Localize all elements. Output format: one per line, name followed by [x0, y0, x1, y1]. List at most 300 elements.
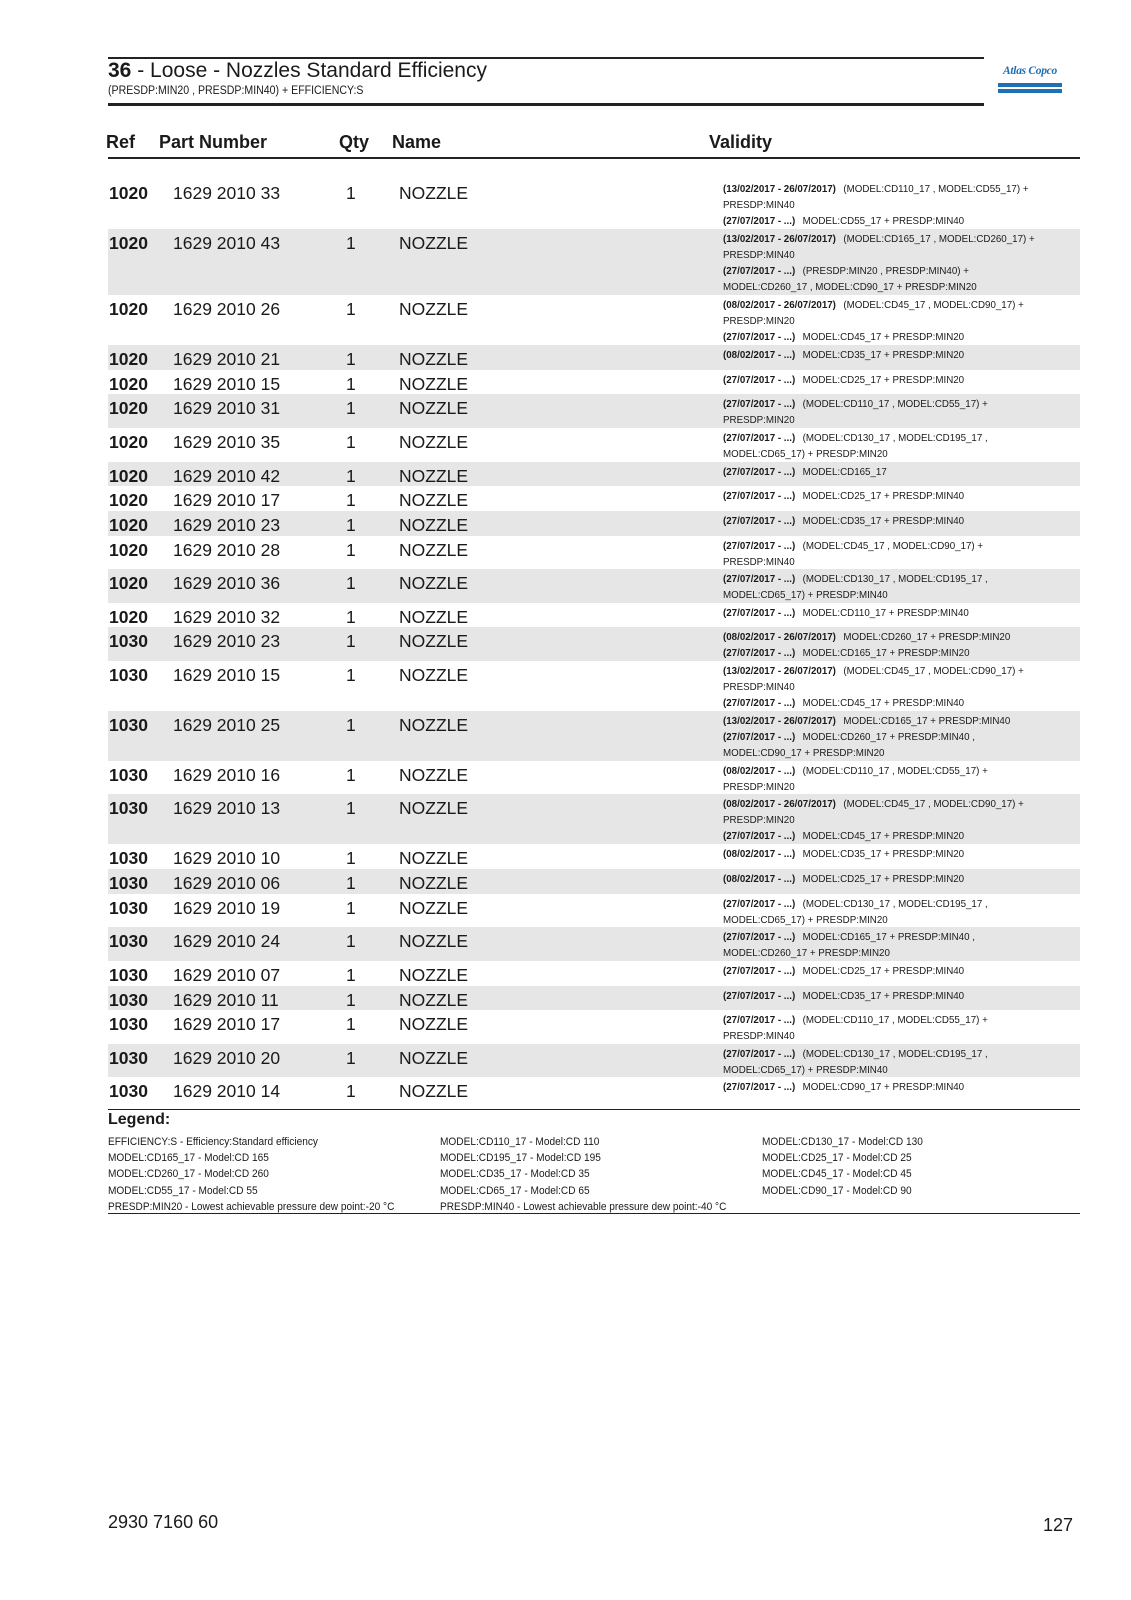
validity-date: (08/02/2017 - 26/07/2017) [723, 798, 836, 811]
validity-date: (27/07/2017 - ...) [723, 539, 796, 552]
qty-cell: 1 [346, 1047, 356, 1068]
part-number-cell: 1629 2010 35 [173, 431, 281, 452]
validity-line [723, 396, 1049, 412]
ref-cell: 1030 [109, 665, 148, 686]
validity-text: MODEL:CD35_17 + PRESDP:MIN40 [802, 514, 965, 527]
validity-text: PRESDP:MIN40 [723, 681, 795, 694]
validity-cell [723, 538, 1049, 570]
table-row [108, 844, 1080, 869]
name-cell: NOZZLE [399, 1047, 469, 1068]
validity-line [723, 912, 1049, 928]
validity-text: PRESDP:MIN40 [723, 248, 795, 261]
validity-cell [723, 846, 1049, 862]
name-cell: NOZZLE [399, 183, 469, 203]
table-row [108, 462, 1080, 487]
qty-cell: 1 [346, 931, 356, 952]
validity-cell [723, 231, 1049, 295]
legend-item: MODEL:CD65_17 - Model:CD 65 [440, 1184, 590, 1197]
validity-text: PRESDP:MIN40 [723, 555, 795, 568]
table-row [108, 711, 1080, 761]
validity-line [723, 629, 1049, 645]
validity-line [723, 263, 1049, 279]
validity-date: (27/07/2017 - ...) [723, 830, 796, 843]
legend-item: PRESDP:MIN20 - Lowest achievable pressure dew point:-20 °C [108, 1200, 395, 1213]
table-row [108, 661, 1080, 711]
validity-date: (27/07/2017 - ...) [723, 1014, 796, 1027]
validity-text: (MODEL:CD130_17 , MODEL:CD195_17 , [802, 1047, 988, 1060]
validity-line [723, 605, 1049, 621]
table-row [108, 295, 1080, 345]
name-cell: NOZZLE [399, 764, 469, 785]
validity-date: (13/02/2017 - 26/07/2017) [723, 232, 836, 245]
validity-text: (MODEL:CD45_17 , MODEL:CD90_17) + [843, 665, 1024, 678]
name-cell: NOZZLE [399, 631, 469, 652]
validity-text: MODEL:CD165_17 + PRESDP:MIN40 , [802, 931, 975, 944]
validity-line [723, 1028, 1049, 1044]
name-cell: NOZZLE [399, 848, 469, 869]
validity-date: (08/02/2017 - ...) [723, 348, 796, 361]
table-row [108, 894, 1080, 928]
validity-text: MODEL:CD65_17) + PRESDP:MIN20 [723, 447, 888, 460]
part-number-cell: 1629 2010 17 [173, 490, 281, 511]
legend-item: MODEL:CD90_17 - Model:CD 90 [762, 1184, 912, 1197]
ref-cell: 1020 [109, 183, 148, 203]
qty-cell: 1 [346, 183, 356, 203]
validity-cell [723, 713, 1049, 761]
name-cell: NOZZLE [399, 490, 469, 511]
validity-cell [723, 1079, 1049, 1095]
validity-text: (MODEL:CD110_17 , MODEL:CD55_17) + [802, 764, 988, 777]
parts-table [108, 179, 1080, 1102]
validity-cell [723, 763, 1049, 795]
validity-text: (MODEL:CD110_17 , MODEL:CD55_17) + [802, 398, 988, 411]
name-cell: NOZZLE [399, 398, 469, 419]
validity-cell [723, 571, 1049, 603]
qty-cell: 1 [346, 232, 356, 253]
validity-cell [723, 629, 1049, 661]
validity-line [723, 571, 1049, 587]
validity-line [723, 329, 1049, 345]
page-title [108, 59, 487, 83]
legend-item: MODEL:CD25_17 - Model:CD 25 [762, 1152, 912, 1165]
validity-text: (MODEL:CD110_17 , MODEL:CD55_17) + [802, 1014, 988, 1027]
ref-cell: 1020 [109, 299, 148, 320]
table-row [108, 345, 1080, 370]
name-cell: NOZZLE [399, 514, 469, 535]
qty-cell: 1 [346, 665, 356, 686]
validity-date: (13/02/2017 - 26/07/2017) [723, 714, 836, 727]
validity-text: (MODEL:CD110_17 , MODEL:CD55_17) + [843, 183, 1029, 195]
name-cell: NOZZLE [399, 897, 469, 918]
ref-cell: 1030 [109, 1014, 148, 1035]
name-cell: NOZZLE [399, 873, 469, 894]
validity-line [723, 871, 1049, 887]
validity-text: (MODEL:CD45_17 , MODEL:CD90_17) + [843, 798, 1024, 811]
validity-line [723, 538, 1049, 554]
validity-cell [723, 430, 1049, 462]
validity-text: MODEL:CD45_17 + PRESDP:MIN40 [802, 697, 965, 710]
qty-cell: 1 [346, 431, 356, 452]
validity-date: (08/02/2017 - ...) [723, 848, 796, 861]
table-row [108, 986, 1080, 1011]
validity-cell [723, 1046, 1049, 1078]
validity-line [723, 279, 1049, 295]
validity-text: (MODEL:CD130_17 , MODEL:CD195_17 , [802, 431, 988, 444]
qty-cell: 1 [346, 873, 356, 894]
qty-cell: 1 [346, 714, 356, 735]
legend-title: Legend: [108, 1111, 171, 1128]
ref-cell: 1020 [109, 514, 148, 535]
validity-line [723, 464, 1049, 480]
ref-cell: 1030 [109, 631, 148, 652]
validity-text: PRESDP:MIN40 [723, 1030, 795, 1043]
table-row [108, 1077, 1080, 1102]
validity-date: (27/07/2017 - ...) [723, 647, 796, 660]
column-header-name: Name [392, 132, 442, 152]
ref-cell: 1020 [109, 398, 148, 419]
name-cell: NOZZLE [399, 665, 469, 686]
validity-line [723, 513, 1049, 529]
validity-text: MODEL:CD45_17 + PRESDP:MIN20 [802, 830, 965, 843]
validity-text: MODEL:CD25_17 + PRESDP:MIN40 [802, 964, 965, 977]
validity-text: MODEL:CD165_17 [802, 465, 887, 478]
name-cell: NOZZLE [399, 465, 469, 486]
part-number-cell: 1629 2010 23 [173, 631, 281, 652]
qty-cell: 1 [346, 964, 356, 985]
validity-text: MODEL:CD90_17 + PRESDP:MIN40 [802, 1081, 965, 1094]
validity-date: (27/07/2017 - ...) [723, 730, 796, 743]
table-row [108, 603, 1080, 628]
ref-cell: 1020 [109, 490, 148, 511]
document-number: 2930 7160 60 [108, 1512, 219, 1532]
validity-cell [723, 963, 1049, 979]
part-number-cell: 1629 2010 23 [173, 514, 281, 535]
validity-text: (PRESDP:MIN20 , PRESDP:MIN40) + [802, 264, 969, 277]
validity-cell [723, 396, 1049, 428]
logo-bar [998, 83, 1062, 87]
name-cell: NOZZLE [399, 931, 469, 952]
qty-cell: 1 [346, 798, 356, 819]
ref-cell: 1030 [109, 1081, 148, 1102]
validity-date: (27/07/2017 - ...) [723, 964, 796, 977]
ref-cell: 1020 [109, 431, 148, 452]
validity-date: (27/07/2017 - ...) [723, 897, 796, 910]
table-row [108, 370, 1080, 395]
validity-text: PRESDP:MIN20 [723, 814, 795, 827]
validity-text: MODEL:CD35_17 + PRESDP:MIN20 [802, 348, 965, 361]
ref-cell: 1030 [109, 1047, 148, 1068]
table-row [108, 569, 1080, 603]
validity-date: (27/07/2017 - ...) [723, 606, 796, 619]
part-number-cell: 1629 2010 26 [173, 299, 281, 320]
atlas-copco-logo [998, 62, 1062, 95]
validity-date: (27/07/2017 - ...) [723, 465, 796, 478]
validity-line [723, 1062, 1049, 1078]
validity-text: MODEL:CD65_17) + PRESDP:MIN40 [723, 1063, 888, 1076]
page-header [108, 57, 984, 106]
part-number-cell: 1629 2010 32 [173, 606, 281, 627]
part-number-cell: 1629 2010 28 [173, 539, 281, 560]
legend-item: MODEL:CD195_17 - Model:CD 195 [440, 1152, 601, 1165]
validity-line [723, 181, 1049, 197]
ref-cell: 1030 [109, 873, 148, 894]
table-row [108, 394, 1080, 428]
validity-date: (27/07/2017 - ...) [723, 931, 796, 944]
part-number-cell: 1629 2010 31 [173, 398, 281, 419]
validity-date: (13/02/2017 - 26/07/2017) [723, 183, 836, 195]
page-subtitle: (PRESDP:MIN20 , PRESDP:MIN40) + EFFICIENCY:S [108, 85, 364, 97]
name-cell: NOZZLE [399, 299, 469, 320]
validity-text: MODEL:CD25_17 + PRESDP:MIN40 [802, 490, 965, 503]
validity-line [723, 231, 1049, 247]
name-cell: NOZZLE [399, 606, 469, 627]
validity-text: (MODEL:CD165_17 , MODEL:CD260_17) + [843, 232, 1035, 245]
legend-top-rule [108, 1109, 1080, 1110]
validity-date: (27/07/2017 - ...) [723, 490, 796, 503]
table-row [108, 761, 1080, 795]
validity-text: MODEL:CD55_17 + PRESDP:MIN40 [802, 215, 965, 227]
validity-date: (27/07/2017 - ...) [723, 398, 796, 411]
part-number-cell: 1629 2010 25 [173, 714, 281, 735]
qty-cell: 1 [346, 631, 356, 652]
ref-cell: 1030 [109, 964, 148, 985]
validity-date: (08/02/2017 - ...) [723, 764, 796, 777]
validity-line [723, 896, 1049, 912]
validity-date: (27/07/2017 - ...) [723, 215, 796, 227]
table-row [108, 536, 1080, 570]
name-cell: NOZZLE [399, 714, 469, 735]
legend-bottom-rule [108, 1213, 1080, 1214]
validity-cell [723, 1012, 1049, 1044]
name-cell: NOZZLE [399, 798, 469, 819]
validity-text: MODEL:CD65_17) + PRESDP:MIN20 [723, 913, 888, 926]
validity-text: MODEL:CD35_17 + PRESDP:MIN40 [802, 989, 965, 1002]
column-header-part-number: Part Number [159, 132, 268, 152]
validity-date: (27/07/2017 - ...) [723, 373, 796, 386]
qty-cell: 1 [346, 606, 356, 627]
validity-text: MODEL:CD65_17) + PRESDP:MIN40 [723, 589, 888, 602]
validity-cell [723, 896, 1049, 928]
validity-line [723, 828, 1049, 844]
validity-cell [723, 871, 1049, 887]
ref-cell: 1020 [109, 539, 148, 560]
column-header-qty: Qty [339, 132, 370, 152]
name-cell: NOZZLE [399, 431, 469, 452]
validity-text: MODEL:CD25_17 + PRESDP:MIN20 [802, 873, 965, 886]
validity-date: (27/07/2017 - ...) [723, 514, 796, 527]
table-row [108, 961, 1080, 986]
validity-text: MODEL:CD260_17 + PRESDP:MIN20 [843, 631, 1011, 644]
part-number-cell: 1629 2010 16 [173, 764, 281, 785]
validity-line [723, 313, 1049, 329]
ref-cell: 1030 [109, 989, 148, 1010]
part-number-cell: 1629 2010 19 [173, 897, 281, 918]
validity-cell [723, 605, 1049, 621]
validity-line [723, 663, 1049, 679]
table-row [108, 869, 1080, 894]
column-header-ref: Ref [106, 132, 136, 152]
table-row [108, 1010, 1080, 1044]
part-number-cell: 1629 2010 15 [173, 665, 281, 686]
validity-text: PRESDP:MIN40 [723, 199, 795, 211]
validity-cell [723, 929, 1049, 961]
part-number-cell: 1629 2010 10 [173, 848, 281, 869]
part-number-cell: 1629 2010 07 [173, 964, 281, 985]
validity-cell [723, 488, 1049, 504]
validity-text: MODEL:CD110_17 + PRESDP:MIN40 [802, 606, 969, 619]
validity-date: (08/02/2017 - 26/07/2017) [723, 299, 836, 312]
ref-cell: 1020 [109, 232, 148, 253]
validity-cell [723, 513, 1049, 529]
name-cell: NOZZLE [399, 1014, 469, 1035]
legend-item: MODEL:CD45_17 - Model:CD 45 [762, 1168, 912, 1181]
ref-cell: 1020 [109, 348, 148, 369]
validity-line [723, 587, 1049, 603]
ref-cell: 1030 [109, 798, 148, 819]
validity-text: MODEL:CD165_17 + PRESDP:MIN40 [843, 714, 1011, 727]
header-rule [108, 157, 1080, 159]
part-number-cell: 1629 2010 06 [173, 873, 281, 894]
table-row [108, 428, 1080, 462]
ref-cell: 1030 [109, 897, 148, 918]
validity-text: PRESDP:MIN20 [723, 414, 795, 427]
qty-cell: 1 [346, 539, 356, 560]
validity-text: MODEL:CD25_17 + PRESDP:MIN20 [802, 373, 965, 386]
validity-text: MODEL:CD45_17 + PRESDP:MIN20 [802, 331, 965, 344]
table-row [108, 486, 1080, 511]
table-row [108, 511, 1080, 536]
validity-text: MODEL:CD260_17 + PRESDP:MIN20 [723, 947, 890, 960]
validity-line [723, 412, 1049, 428]
name-cell: NOZZLE [399, 964, 469, 985]
validity-line [723, 963, 1049, 979]
validity-line [723, 1079, 1049, 1095]
legend-item: PRESDP:MIN40 - Lowest achievable pressure dew point:-40 °C [440, 1200, 727, 1213]
validity-date: (27/07/2017 - ...) [723, 697, 796, 710]
validity-line [723, 846, 1049, 862]
validity-line [723, 945, 1049, 961]
page-number: 127 [1043, 1515, 1074, 1535]
validity-text: (MODEL:CD130_17 , MODEL:CD195_17 , [802, 897, 988, 910]
ref-cell: 1020 [109, 573, 148, 594]
validity-cell [723, 988, 1049, 1004]
validity-date: (27/07/2017 - ...) [723, 1047, 796, 1060]
table-row [108, 927, 1080, 961]
legend-item: MODEL:CD130_17 - Model:CD 130 [762, 1136, 923, 1148]
validity-date: (08/02/2017 - ...) [723, 873, 796, 886]
validity-line [723, 645, 1049, 661]
validity-cell [723, 796, 1049, 844]
validity-date: (27/07/2017 - ...) [723, 573, 796, 586]
name-cell: NOZZLE [399, 989, 469, 1010]
name-cell: NOZZLE [399, 348, 469, 369]
name-cell: NOZZLE [399, 373, 469, 394]
validity-cell [723, 347, 1049, 363]
validity-date: (13/02/2017 - 26/07/2017) [723, 665, 836, 678]
qty-cell: 1 [346, 514, 356, 535]
qty-cell: 1 [346, 573, 356, 594]
name-cell: NOZZLE [399, 573, 469, 594]
validity-line [723, 763, 1049, 779]
part-number-cell: 1629 2010 14 [173, 1081, 281, 1102]
qty-cell: 1 [346, 848, 356, 869]
validity-date: (27/07/2017 - ...) [723, 331, 796, 344]
validity-cell [723, 297, 1049, 345]
ref-cell: 1020 [109, 373, 148, 394]
validity-text: MODEL:CD260_17 + PRESDP:MIN40 , [802, 730, 975, 743]
qty-cell: 1 [346, 1081, 356, 1102]
part-number-cell: 1629 2010 11 [173, 989, 279, 1010]
ref-cell: 1020 [109, 465, 148, 486]
validity-cell [723, 663, 1049, 711]
validity-line [723, 488, 1049, 504]
validity-cell [723, 464, 1049, 480]
part-number-cell: 1629 2010 36 [173, 573, 281, 594]
name-cell: NOZZLE [399, 1081, 469, 1102]
table-row [108, 1044, 1080, 1078]
section-number: 36 [108, 59, 132, 82]
validity-line [723, 197, 1049, 213]
part-number-cell: 1629 2010 15 [173, 373, 281, 394]
name-cell: NOZZLE [399, 539, 469, 560]
section-title: - Loose - Nozzles Standard Efficiency [137, 59, 487, 82]
part-number-cell: 1629 2010 43 [173, 232, 281, 253]
validity-line [723, 796, 1049, 812]
validity-line [723, 929, 1049, 945]
validity-line [723, 729, 1049, 745]
ref-cell: 1030 [109, 848, 148, 869]
validity-line [723, 554, 1049, 570]
ref-cell: 1020 [109, 606, 148, 627]
qty-cell: 1 [346, 299, 356, 320]
column-header-validity: Validity [709, 132, 773, 152]
validity-text: PRESDP:MIN20 [723, 780, 795, 793]
table-row [108, 229, 1080, 295]
qty-cell: 1 [346, 490, 356, 511]
validity-line [723, 446, 1049, 462]
validity-date: (27/07/2017 - ...) [723, 1081, 796, 1094]
part-number-cell: 1629 2010 24 [173, 931, 281, 952]
part-number-cell: 1629 2010 20 [173, 1047, 281, 1068]
validity-line [723, 779, 1049, 795]
qty-cell: 1 [346, 764, 356, 785]
name-cell: NOZZLE [399, 232, 469, 253]
qty-cell: 1 [346, 373, 356, 394]
validity-text: MODEL:CD260_17 , MODEL:CD90_17 + PRESDP:MIN20 [723, 280, 977, 293]
legend-item: MODEL:CD110_17 - Model:CD 110 [440, 1136, 600, 1148]
validity-line [723, 297, 1049, 313]
table-row [108, 627, 1080, 661]
validity-text: (MODEL:CD130_17 , MODEL:CD195_17 , [802, 573, 988, 586]
qty-cell: 1 [346, 348, 356, 369]
ref-cell: 1030 [109, 931, 148, 952]
validity-line [723, 988, 1049, 1004]
legend-item: MODEL:CD55_17 - Model:CD 55 [108, 1184, 258, 1197]
validity-line [723, 247, 1049, 263]
qty-cell: 1 [346, 465, 356, 486]
table-row [108, 179, 1080, 229]
validity-text: MODEL:CD90_17 + PRESDP:MIN20 [723, 746, 885, 759]
legend-item: MODEL:CD260_17 - Model:CD 260 [108, 1168, 269, 1181]
logo-wordmark: Atlas Copco [1003, 65, 1057, 77]
part-number-cell: 1629 2010 13 [173, 798, 281, 819]
validity-line [723, 430, 1049, 446]
validity-cell [723, 181, 1049, 229]
validity-text: MODEL:CD35_17 + PRESDP:MIN20 [802, 848, 965, 861]
validity-text: (MODEL:CD45_17 , MODEL:CD90_17) + [843, 299, 1024, 312]
validity-text: MODEL:CD165_17 + PRESDP:MIN20 [802, 647, 970, 660]
part-number-cell: 1629 2010 42 [173, 465, 281, 486]
